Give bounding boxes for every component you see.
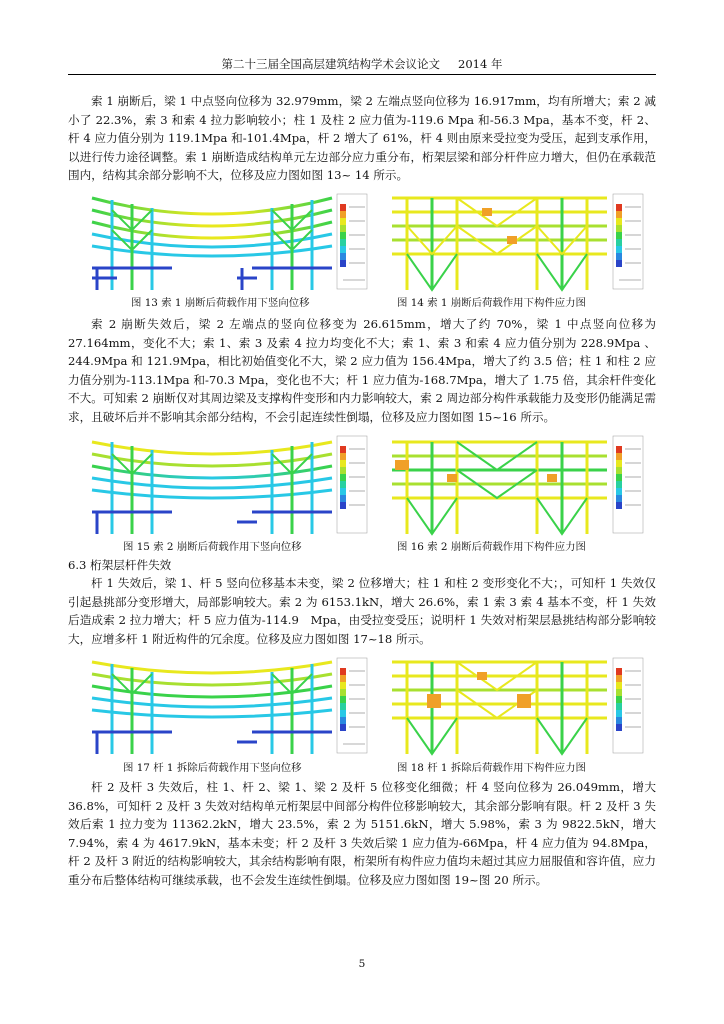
figure-18-stress [387, 654, 645, 759]
page-header [68, 56, 656, 75]
paragraph-3: 杆 1 失效后，梁 1、杆 5 竖向位移基本未变，梁 2 位移增大；柱 1 和柱 2 变形变化不大；，可知杆 1 失效仅引起悬挑部分变形增大，局部影响较大。索 2 为 6153.1kN，增大 26.6%，索 1 索 3 索 4 基本不变，杆 1 失效后造成索 2 拉力增大；杆 5 应力值为-114.9 Mpa，由受拉变受压；说明杆 1 失效对桁架层悬挑结构部分影响较大，应增多杆 1 附近构件的冗余度。位移及应力图如图 17~18 所示。 [68, 576, 656, 646]
page-number: 5 [358, 958, 366, 970]
figure-13-caption: 图 13 索 1 崩断后荷载作用下竖向位移 [131, 297, 310, 309]
paragraph-2: 索 2 崩断失效后，梁 2 左端点的竖向位移变为 26.615mm，增大了约 70%，梁 1 中点竖向位移为 27.164mm，变化不大；索 1、索 3 及索 4 拉力均变化不大；索 1、索 3 和索 4 应力值分别为 228.9Mpa 、244.9Mpa 和 121.9Mpa，相比初始值变化不大，梁 2 应力值为 156.4Mpa，增大了约 3.5 倍；柱 1 和柱 2 应力值分别为-113.1Mpa 和-70.3 Mpa，变化也不大；杆 1 应力值为-168.7Mpa，增大了 1.75 倍，其余杆件变化不大。可知索 2 崩断仅对其周边梁及支撑构件变形和内力影响较大，索 2 周边部分构件承载能力及变形仍能满足需求，且破坏后并不影响其余部分结构，不会引起连续性倒塌，位移及应力图如图 15~16 所示。 [68, 317, 656, 424]
figure-14-caption: 图 14 索 1 崩断后荷载作用下构件应力图 [397, 297, 586, 309]
paragraph-4: 杆 2 及杆 3 失效后，柱 1、杆 2、梁 1、梁 2 及杆 5 位移变化细微；杆 4 竖向位移为 26.049mm，增大 36.8%，可知杆 2 及杆 3 失效对结构单元桁架层中间部分构件位移影响较大，其余部分影响有限。杆 2 及杆 3 失效后索 1 拉力变为 11362.2kN，增大 23.5%，索 2 为 5151.6kN，增大 5.98%，索 3 为 9822.5kN，增大 7.94%，索 4 为 4617.9kN，基本未变；杆 2 及杆 3 失效后梁 1 应力值为-66Mpa，杆 4 应力值为 94.8Mpa，杆 2 及杆 3 附近的结构影响较大，其余结构影响有限，桁架所有构件应力值均未超过其应力屈服值和容许值，应力重分布后整体结构可继续承载，也不会发生连续性倒塌。位移及应力图如图 19~图 20 所示。 [68, 780, 656, 887]
figure-15-caption: 图 15 索 2 崩断后荷载作用下竖向位移 [123, 541, 302, 553]
figure-15-displacement [87, 432, 370, 539]
header-year: 2014 年 [458, 57, 503, 71]
figure-18-caption: 图 18 杆 1 拆除后荷载作用下构件应力图 [397, 762, 586, 774]
paragraph-1: 索 1 崩断后，梁 1 中点竖向位移为 32.979mm，梁 2 左端点竖向位移为 16.917mm，均有所增大；索 2 减小了 22.3%，索 3 和索 4 拉力影响较小；柱 1 及柱 2 应力值为-119.6 Mpa 和-56.3 Mpa，基本不变，杆 2、杆 4 应力值分别为 119.1Mpa 和-101.4Mpa，杆 2 增大了 61%，杆 4 则由原来受拉变为受压，起到支承作用，以进行传力途径调整。索 1 崩断造成结构单元左边部分应力重分布，桁架层梁和部分杆件应力增大，但仍在承载范围内，结构其余部分影响不大，位移及应力图如图 13~ 14 所示。 [68, 94, 656, 183]
section-title: 6.3 桁架层杆件失效 [68, 558, 172, 572]
figure-14-stress [387, 190, 645, 295]
figure-16-caption: 图 16 索 2 崩断后荷载作用下构件应力图 [397, 541, 586, 553]
figure-17-caption: 图 17 杆 1 拆除后荷载作用下竖向位移 [123, 762, 302, 774]
header-title: 第二十三届全国高层建筑结构学术会议论文 [221, 57, 441, 71]
figure-13-displacement [87, 190, 370, 295]
figure-16-stress [387, 432, 645, 539]
figure-17-displacement [87, 654, 370, 759]
